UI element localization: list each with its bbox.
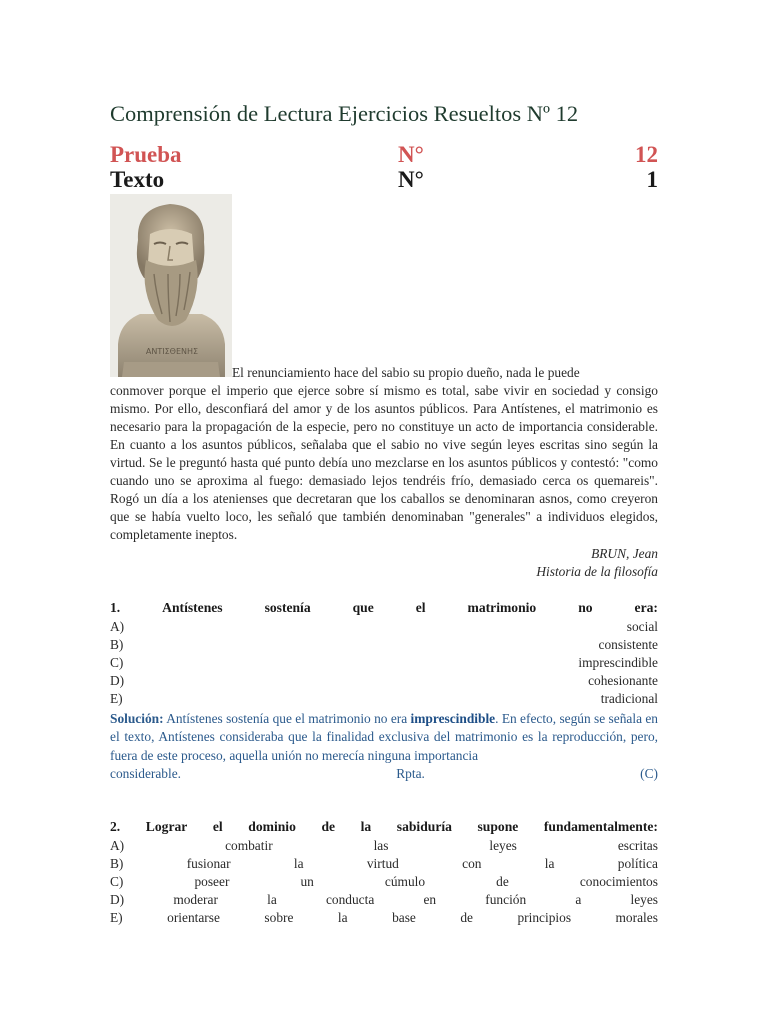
- option-text: tradicional: [600, 691, 658, 706]
- texto-label: Texto: [110, 167, 165, 192]
- question-2-word: sabiduría: [396, 819, 452, 834]
- option-word: política: [617, 856, 658, 871]
- page-title: Comprensión de Lectura Ejercicios Resueltos Nº 12: [110, 101, 579, 126]
- option-letter: A): [110, 619, 125, 634]
- option-word: a: [575, 892, 582, 907]
- solution-label: Solución:: [110, 711, 164, 726]
- option-word: escritas: [617, 838, 658, 853]
- question-2-option-b: [110, 856, 658, 874]
- question-1-option-a: [110, 619, 658, 637]
- option-word: la: [337, 910, 348, 925]
- option-letter: E): [110, 910, 123, 925]
- option-letter: A): [110, 838, 125, 853]
- question-1-option-c: [110, 655, 658, 673]
- option-text: imprescindible: [578, 655, 658, 670]
- question-2-stem: [110, 819, 658, 835]
- prueba-number: 12: [635, 142, 658, 167]
- option-word: conducta: [325, 892, 375, 907]
- question-2-word: dominio: [248, 819, 296, 834]
- bust-inscription: ANTIΣΘΕΝΗΣ: [145, 347, 199, 356]
- option-text: consistente: [598, 637, 658, 652]
- question-2-word: el: [212, 819, 223, 834]
- option-word: la: [267, 892, 277, 907]
- option-letter: C): [110, 655, 124, 670]
- question-1-number: 1.: [110, 600, 121, 615]
- question-1-word: no: [578, 600, 593, 615]
- solution-last-line: [110, 765, 658, 783]
- option-word: de: [496, 874, 509, 889]
- prueba-number-symbol: N°: [398, 142, 424, 167]
- texto-number: 1: [646, 167, 658, 192]
- passage-first-line: El renunciamiento hace del sabio su propio dueño, nada le puede: [232, 365, 580, 380]
- option-word: cúmulo: [384, 874, 426, 889]
- question-2-word: supone: [477, 819, 519, 834]
- question-1-word: Antístenes: [162, 600, 223, 615]
- question-1-word: que: [352, 600, 374, 615]
- question-2-word: fundamentalmente:: [543, 819, 658, 834]
- question-1-option-e: [110, 691, 658, 709]
- option-word: morales: [615, 910, 658, 925]
- question-2-option-d: [110, 892, 658, 910]
- option-word: con: [462, 856, 482, 871]
- option-word: virtud: [366, 856, 399, 871]
- option-letter: C): [110, 874, 124, 889]
- option-word: fusionar: [186, 856, 231, 871]
- question-2-word: la: [360, 819, 372, 834]
- option-word: combatir: [225, 838, 273, 853]
- solution-answer: (C): [640, 765, 658, 781]
- citation-work: Historia de la filosofía: [536, 564, 658, 579]
- option-word: conocimientos: [579, 874, 658, 889]
- citation-author: BRUN, Jean: [591, 546, 658, 561]
- option-letter: D): [110, 673, 125, 688]
- option-word: función: [485, 892, 527, 907]
- option-word: un: [300, 874, 314, 889]
- solution-text-pre: Antístenes sostenía que el matrimonio no era: [163, 711, 411, 726]
- question-1-word: era:: [634, 600, 658, 615]
- texto-row: [110, 167, 658, 193]
- solution-word: considerable.: [110, 765, 182, 781]
- question-2-word: de: [321, 819, 336, 834]
- option-letter: D): [110, 892, 125, 907]
- question-2-option-a: [110, 838, 658, 856]
- texto-number-symbol: N°: [398, 167, 424, 192]
- prueba-row: [110, 142, 658, 168]
- question-2-number: 2.: [110, 819, 121, 834]
- question-2-option-c: [110, 874, 658, 892]
- option-word: en: [423, 892, 437, 907]
- option-word: leyes: [630, 892, 658, 907]
- option-word: principios: [517, 910, 572, 925]
- option-letter: B): [110, 637, 124, 652]
- question-1-solution: [110, 710, 658, 783]
- option-word: leyes: [489, 838, 517, 853]
- option-letter: E): [110, 691, 123, 706]
- option-word: base: [392, 910, 416, 925]
- option-word: poseer: [194, 874, 230, 889]
- option-letter: B): [110, 856, 124, 871]
- question-1-option-d: [110, 673, 658, 691]
- option-word: sobre: [264, 910, 294, 925]
- option-text: social: [626, 619, 658, 634]
- question-1-word: sostenía: [264, 600, 311, 615]
- question-2-word: Lograr: [145, 819, 188, 834]
- question-1-stem: [110, 600, 658, 616]
- question-1-option-b: [110, 637, 658, 655]
- solution-rpta: Rpta.: [396, 765, 425, 781]
- passage-body: conmover porque el imperio que ejerce sobre sí mismo es total, sabe vivir en sociedad y consigo mismo. Por ello, desconfiará del amor y de los asuntos públicos. Para Antístenes, el matrimonio es necesario para la propagación de la especie, pero no constituye un acto de importancia considerable. En cuanto a los asuntos públicos, señalaba que el sabio no vive según leyes escritas sino según la virtud. Se le preguntó hasta qué punto debía uno mezclarse en los asuntos públicos y contestó: "como cuando uno se aproxima al fuego: demasiado lejos tendréis frío, demasiado cerca os quemareis". Rogó un día a los atenienses que decretaran que los caballos se denominaran asnos, como creyeron que se había vuelto loco, les señaló que también denominaban "generales" a individuos elegidos, completamente ineptos.: [110, 383, 658, 542]
- question-1-word: matrimonio: [467, 600, 537, 615]
- question-1-word: el: [415, 600, 426, 615]
- option-word: orientarse: [167, 910, 220, 925]
- option-word: moderar: [173, 892, 218, 907]
- antisthenes-bust-image: [110, 194, 232, 377]
- prueba-label: Prueba: [110, 142, 182, 167]
- solution-text-post: . En efecto, según se señala en el texto, Antístenes consideraba que la finalidad exclusiva del matrimonio es la reproducción, pero, fuera de este proceso, aquella unión no merecía ninguna importancia: [110, 711, 658, 763]
- option-word: la: [544, 856, 555, 871]
- reading-passage: [110, 364, 658, 544]
- option-word: de: [460, 910, 473, 925]
- option-text: cohesionante: [588, 673, 658, 688]
- question-2-option-e: [110, 910, 658, 928]
- solution-highlight: imprescindible: [410, 711, 496, 726]
- option-word: la: [293, 856, 304, 871]
- solution-body: [110, 710, 658, 765]
- option-word: las: [373, 838, 389, 853]
